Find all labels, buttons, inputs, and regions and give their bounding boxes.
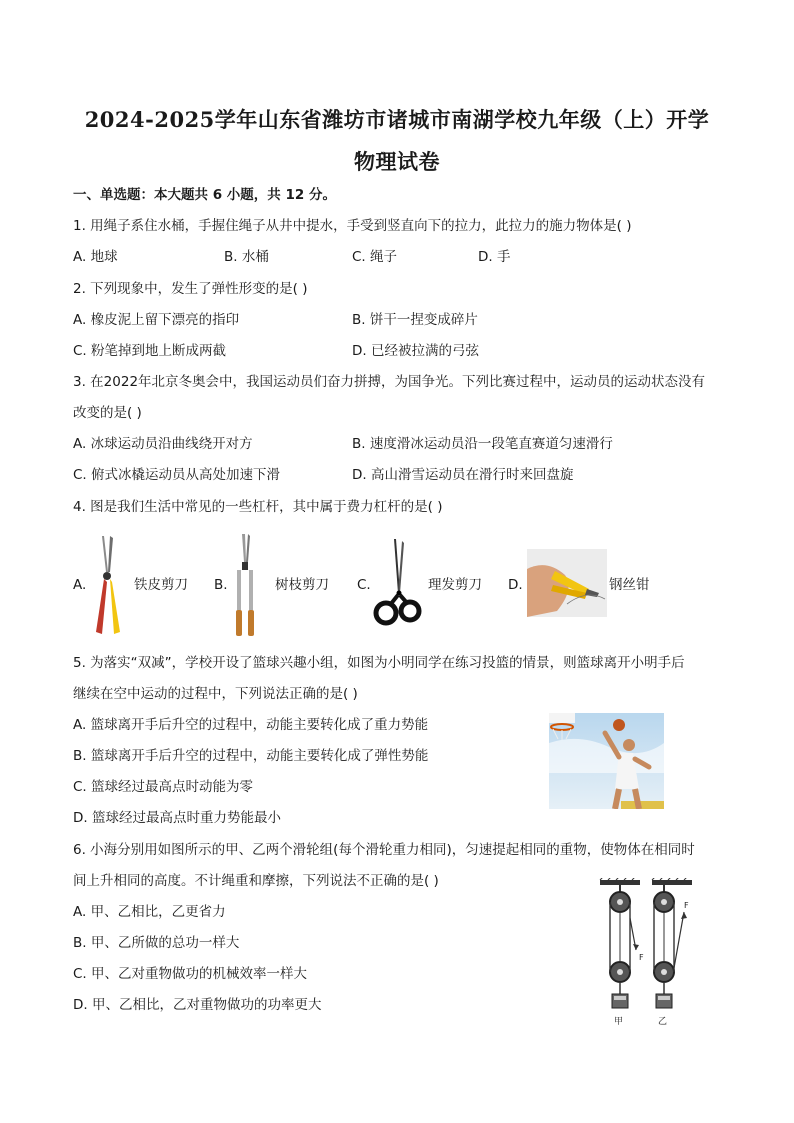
q4-option-d-letter: D. [508, 577, 523, 593]
q6-option-c: C. 甲、乙对重物做功的机械效率一样大 [73, 966, 308, 982]
q5-option-c: C. 篮球经过最高点时动能为零 [73, 779, 254, 795]
q2-stem: 2. 下列现象中，发生了弹性形变的是( ) [73, 281, 308, 297]
q3-option-d: D. 高山滑雪运动员在滑行时来回盘旋 [352, 467, 574, 483]
pulley-yi-force-label: F [684, 901, 689, 910]
q3-option-a: A. 冰球运动员沿曲线绕开对方 [73, 436, 253, 452]
q4-option-b-label: 树枝剪刀 [275, 577, 329, 593]
q4-option-c-label: 理发剪刀 [428, 577, 482, 593]
pliers-photo-icon [527, 549, 607, 617]
q2-option-a: A. 橡皮泥上留下漂亮的指印 [73, 312, 240, 328]
q5-stem-line1: 5. 为落实“双减”，学校开设了篮球兴趣小组，如图为小明同学在练习投篮的情景，则篮球离开小明手后 [73, 655, 685, 671]
q5-stem-line2: 继续在空中运动的过程中，下列说法正确的是( ) [73, 686, 358, 702]
q6-stem-line1: 6. 小海分别用如图所示的甲、乙两个滑轮组(每个滑轮重力相同)，匀速提起相同的重物，使物体在相同时 [73, 842, 695, 858]
q4-stem: 4. 图是我们生活中常见的一些杠杆，其中属于费力杠杆的是( ) [73, 499, 443, 515]
q1-option-b: B. 水桶 [224, 249, 269, 265]
q4-option-a-letter: A. [73, 577, 87, 593]
exam-title-line2: 物理试卷 [354, 149, 440, 174]
q2-option-d: D. 已经被拉满的弓弦 [352, 343, 479, 359]
pulley-yi-label: 乙 [658, 1017, 668, 1027]
q5-option-b: B. 篮球离开手后升空的过程中，动能主要转化成了弹性势能 [73, 748, 429, 764]
q6-option-a: A. 甲、乙相比，乙更省力 [73, 904, 226, 920]
pulley-jia-force-label: F [639, 953, 644, 962]
q1-stem: 1. 用绳子系住水桶，手握住绳子从井中提水，手受到竖直向下的拉力，此拉力的施力物体是( ) [73, 218, 632, 234]
exam-title-line1: 2024-2025学年山东省潍坊市诸城市南湖学校九年级（上）开学 [84, 107, 710, 132]
q4-option-d-label: 钢丝钳 [609, 577, 650, 593]
q1-option-d: D. 手 [478, 249, 511, 265]
q6-stem-line2: 间上升相同的高度。不计绳重和摩擦，下列说法不正确的是( ) [73, 873, 439, 889]
q3-option-c: C. 俯式冰橇运动员从高处加速下滑 [73, 467, 281, 483]
q4-option-c-letter: C. [357, 577, 371, 593]
section-header: 一、单选题：本大题共 6 小题，共 12 分。 [73, 187, 336, 203]
basketball-photo-icon [549, 713, 664, 809]
q2-option-b: B. 饼干一捏变成碎片 [352, 312, 478, 328]
q4-option-b-letter: B. [214, 577, 228, 593]
q1-option-a: A. 地球 [73, 249, 118, 265]
q3-option-b: B. 速度滑冰运动员沿一段笔直赛道匀速滑行 [352, 436, 613, 452]
q5-option-d: D. 篮球经过最高点时重力势能最小 [73, 810, 281, 826]
pulley-diagram [596, 878, 700, 1028]
q4-option-a-label: 铁皮剪刀 [134, 577, 188, 593]
q3-stem-line2: 改变的是( ) [73, 405, 142, 421]
tin-snips-icon [88, 532, 126, 638]
q1-option-c: C. 绳子 [352, 249, 398, 265]
q5-option-a: A. 篮球离开手后升空的过程中，动能主要转化成了重力势能 [73, 717, 429, 733]
pulley-jia-label: 甲 [614, 1017, 624, 1027]
hair-scissors-icon [372, 535, 422, 630]
q6-option-b: B. 甲、乙所做的总功一样大 [73, 935, 240, 951]
q3-stem-line1: 3. 在2022年北京冬奥会中，我国运动员们奋力拼搏，为国争光。下列比赛过程中，运动员的运动状态没有 [73, 374, 706, 390]
branch-shears-icon [230, 532, 260, 638]
q6-option-d: D. 甲、乙相比，乙对重物做功的功率更大 [73, 997, 322, 1013]
q2-option-c: C. 粉笔掉到地上断成两截 [73, 343, 227, 359]
